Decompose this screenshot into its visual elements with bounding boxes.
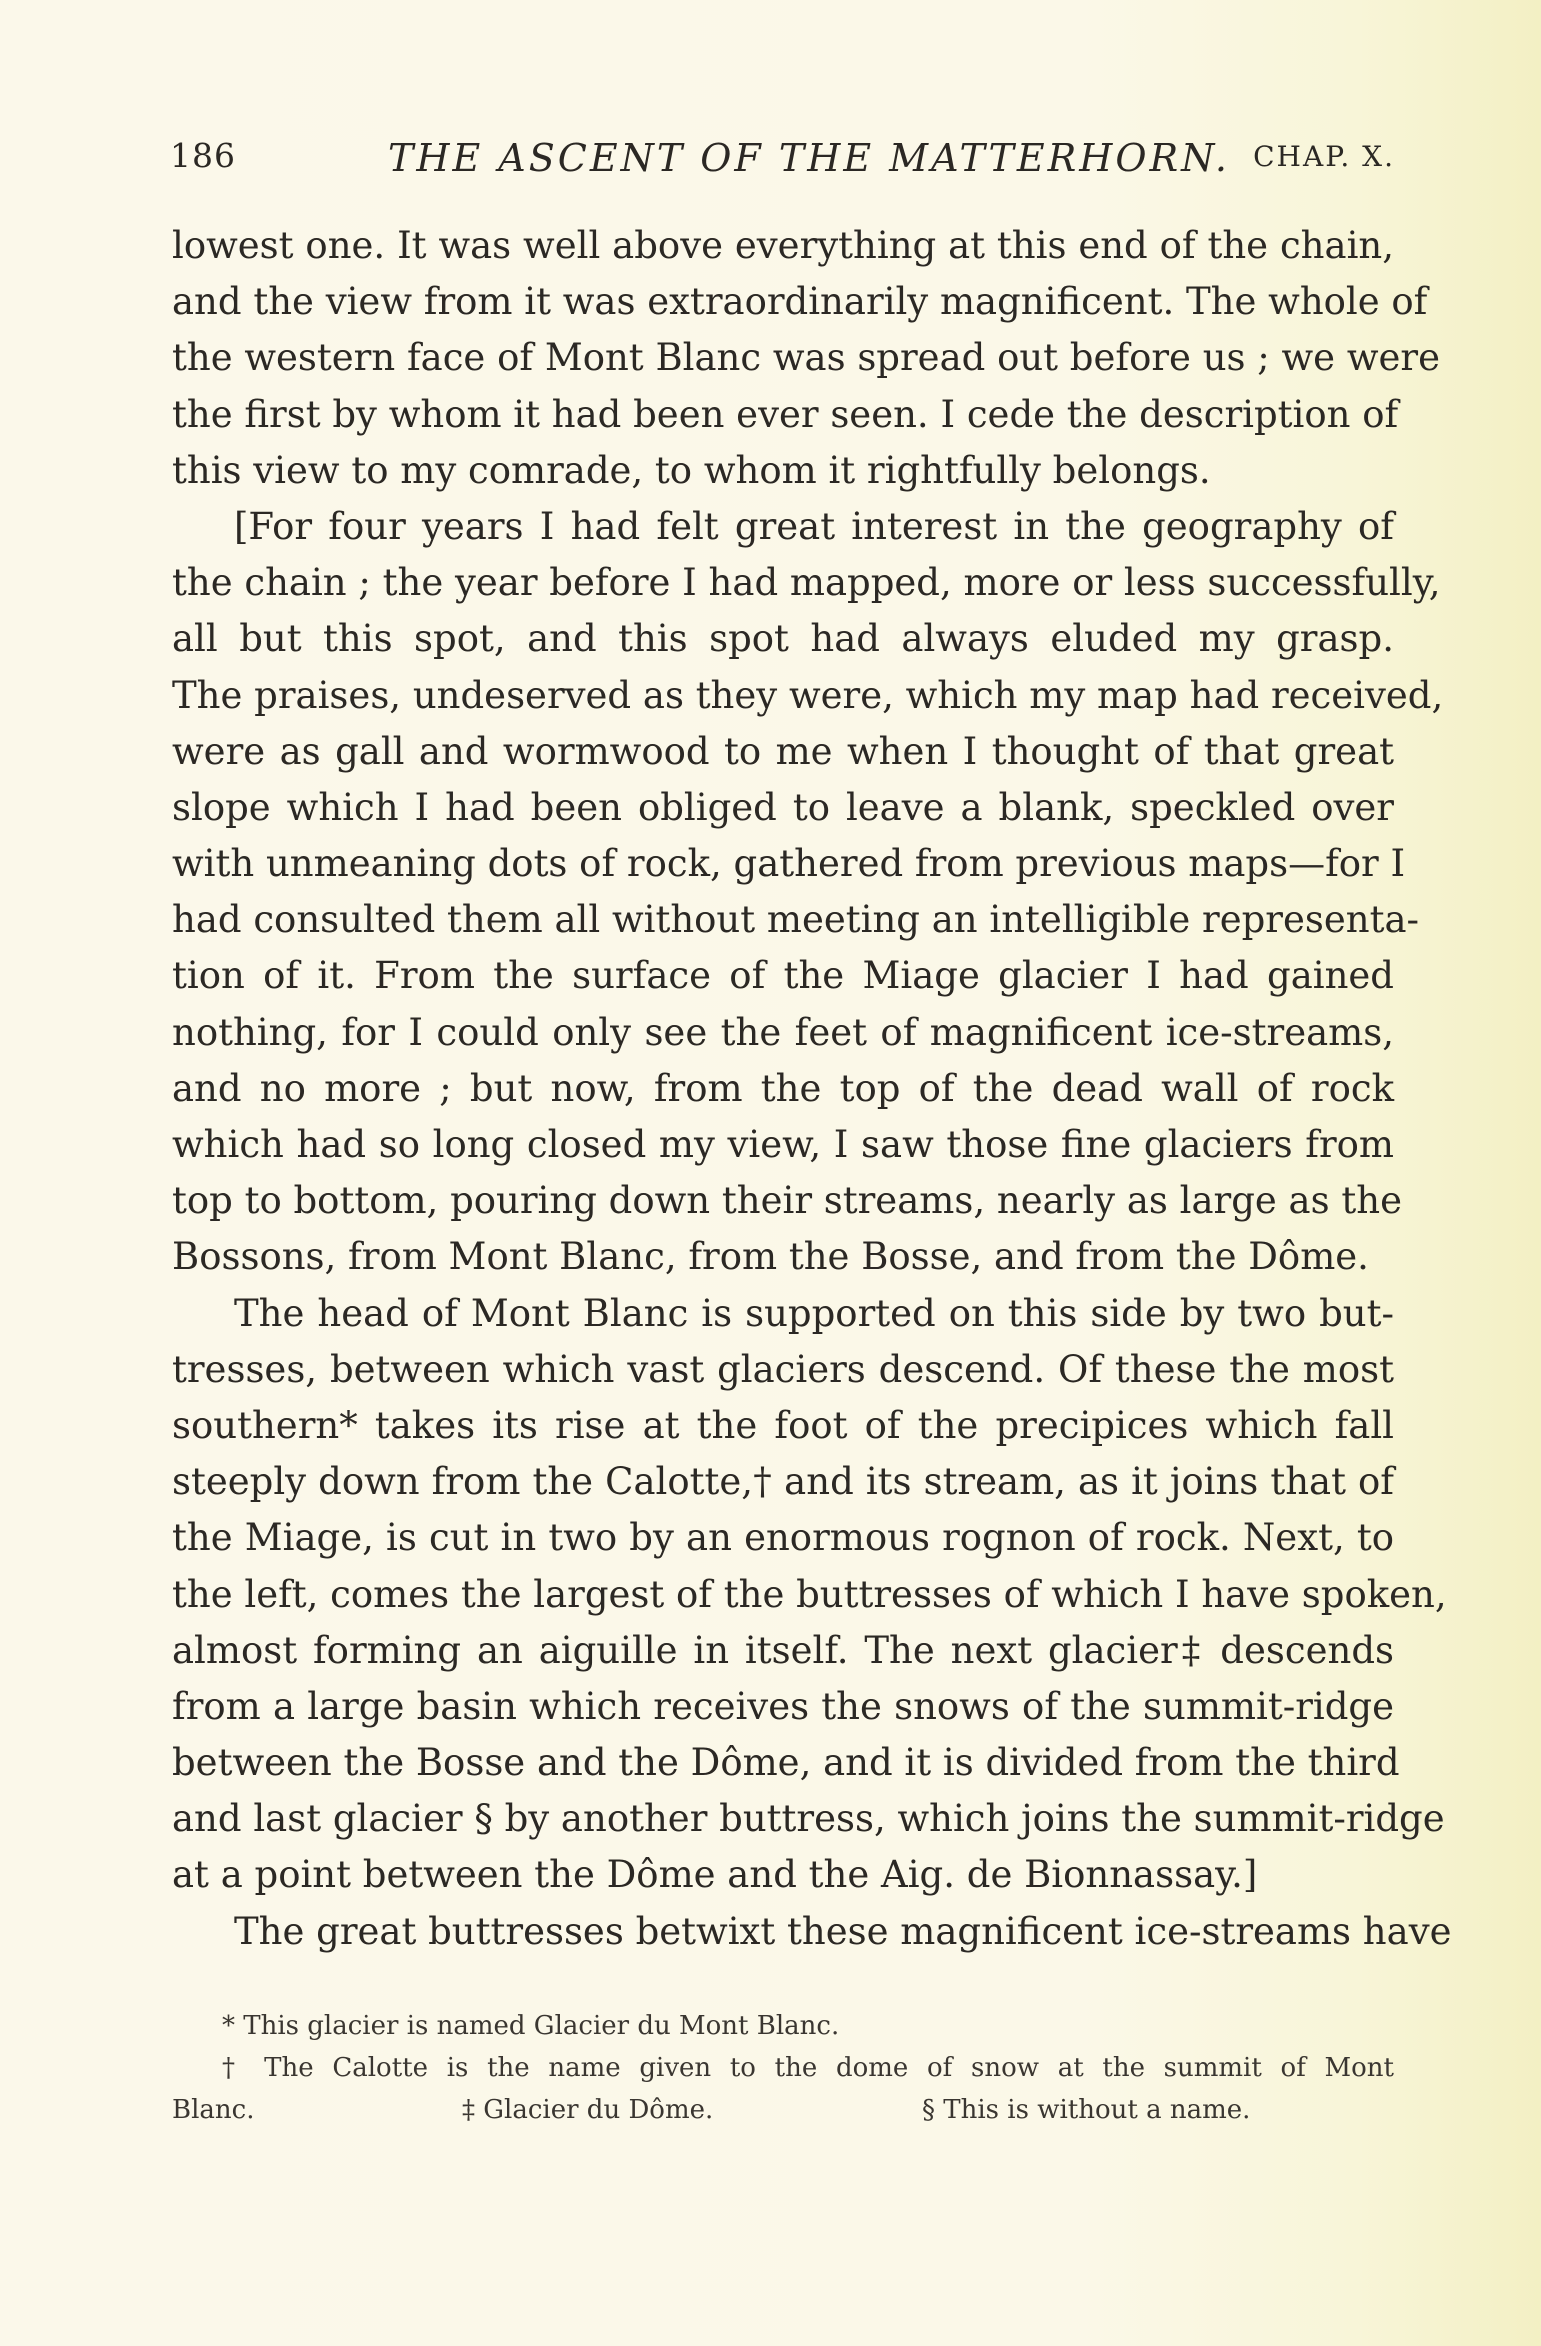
text-line: slope which I had been obliged to leave a blank, speckled over — [172, 785, 1394, 829]
text-line: and the view from it was extraordinarily magnificent. The whole of — [172, 280, 1428, 324]
text-line: [For four years I had felt great interest in the geography of — [234, 504, 1394, 548]
text-line: the Miage, is cut in two by an enormous rognon of rock. Next, to — [172, 1516, 1394, 1560]
text-line: lowest one. It was well above everything at this end of the chain, — [172, 224, 1394, 267]
text-line: the left, comes the largest of the buttresses of which I have spoken, — [172, 1572, 1447, 1616]
text-line: with unmeaning dots of rock, gathered from previous maps—for I — [172, 842, 1406, 886]
footnote-2: † The Calotte is the name given to the dome of snow at the summit of Mont — [222, 2053, 1394, 2083]
footnote-3: ‡ Glacier du Dôme. — [462, 2095, 714, 2125]
text-line: the chain ; the year before I had mapped, more or less successfully, — [172, 561, 1441, 605]
text-line: between the Bosse and the Dôme, and it is divided from the third — [172, 1741, 1400, 1785]
text-line: the western face of Mont Blanc was spread out before us ; we were — [172, 336, 1440, 380]
text-line: which had so long closed my view, I saw those fine glaciers from — [172, 1123, 1394, 1166]
footnote-4: § This is without a name. — [922, 2095, 1251, 2125]
text-line: this view to my comrade, to whom it rightfully belongs. — [172, 448, 1211, 492]
footnotes — [172, 2005, 1394, 2131]
text-line: the first by whom it had been ever seen. I cede the description of — [172, 392, 1399, 436]
text-line: were as gall and wormwood to me when I thought of that great — [172, 729, 1394, 773]
text-line: at a point between the Dôme and the Aig. de Bionnassay.] — [172, 1853, 1258, 1897]
chapter-label: CHAP. X. — [1253, 140, 1395, 173]
text-line: nothing, for I could only see the feet of magnificent ice-streams, — [172, 1010, 1394, 1054]
text-line: all but this spot, and this spot had always eluded my grasp. — [172, 617, 1394, 661]
footnote-1: * This glacier is named Glacier du Mont Blanc. — [222, 2011, 840, 2041]
text-line: top to bottom, pouring down their streams, nearly as large as the — [172, 1179, 1402, 1223]
text-line: Bossons, from Mont Blanc, from the Bosse, and from the Dôme. — [172, 1235, 1369, 1279]
footnote-2-continued: Blanc. — [172, 2095, 255, 2125]
running-title: THE ASCENT OF THE MATTERHORN. — [388, 136, 1230, 180]
text-line: and last glacier § by another buttress, which joins the summit-ridge — [172, 1797, 1445, 1841]
page-number: 186 — [170, 136, 236, 175]
text-line: almost forming an aiguille in itself. The next glacier‡ descends — [172, 1628, 1394, 1672]
text-line: tion of it. From the surface of the Miage glacier I had gained — [172, 954, 1394, 998]
running-head — [170, 136, 1395, 196]
footnote-row — [172, 2089, 1394, 2131]
text-line: The great buttresses betwixt these magnificent ice-streams have — [234, 1909, 1452, 1953]
text-line: from a large basin which receives the snows of the summit-ridge — [172, 1684, 1394, 1728]
text-line: The praises, undeserved as they were, which my map had received, — [172, 673, 1444, 717]
text-line: steeply down from the Calotte,† and its stream, as it joins that of — [172, 1460, 1394, 1504]
text-line: had consulted them all without meeting an intelligible representa- — [172, 898, 1420, 942]
text-line: The head of Mont Blanc is supported on this side by two but- — [234, 1291, 1394, 1335]
body-text — [172, 218, 1452, 1960]
text-line: southern* takes its rise at the foot of the precipices which fall — [172, 1403, 1394, 1447]
text-line: and no more ; but now, from the top of the dead wall of rock — [172, 1066, 1394, 1110]
text-line: tresses, between which vast glaciers descend. Of these the most — [172, 1347, 1394, 1391]
